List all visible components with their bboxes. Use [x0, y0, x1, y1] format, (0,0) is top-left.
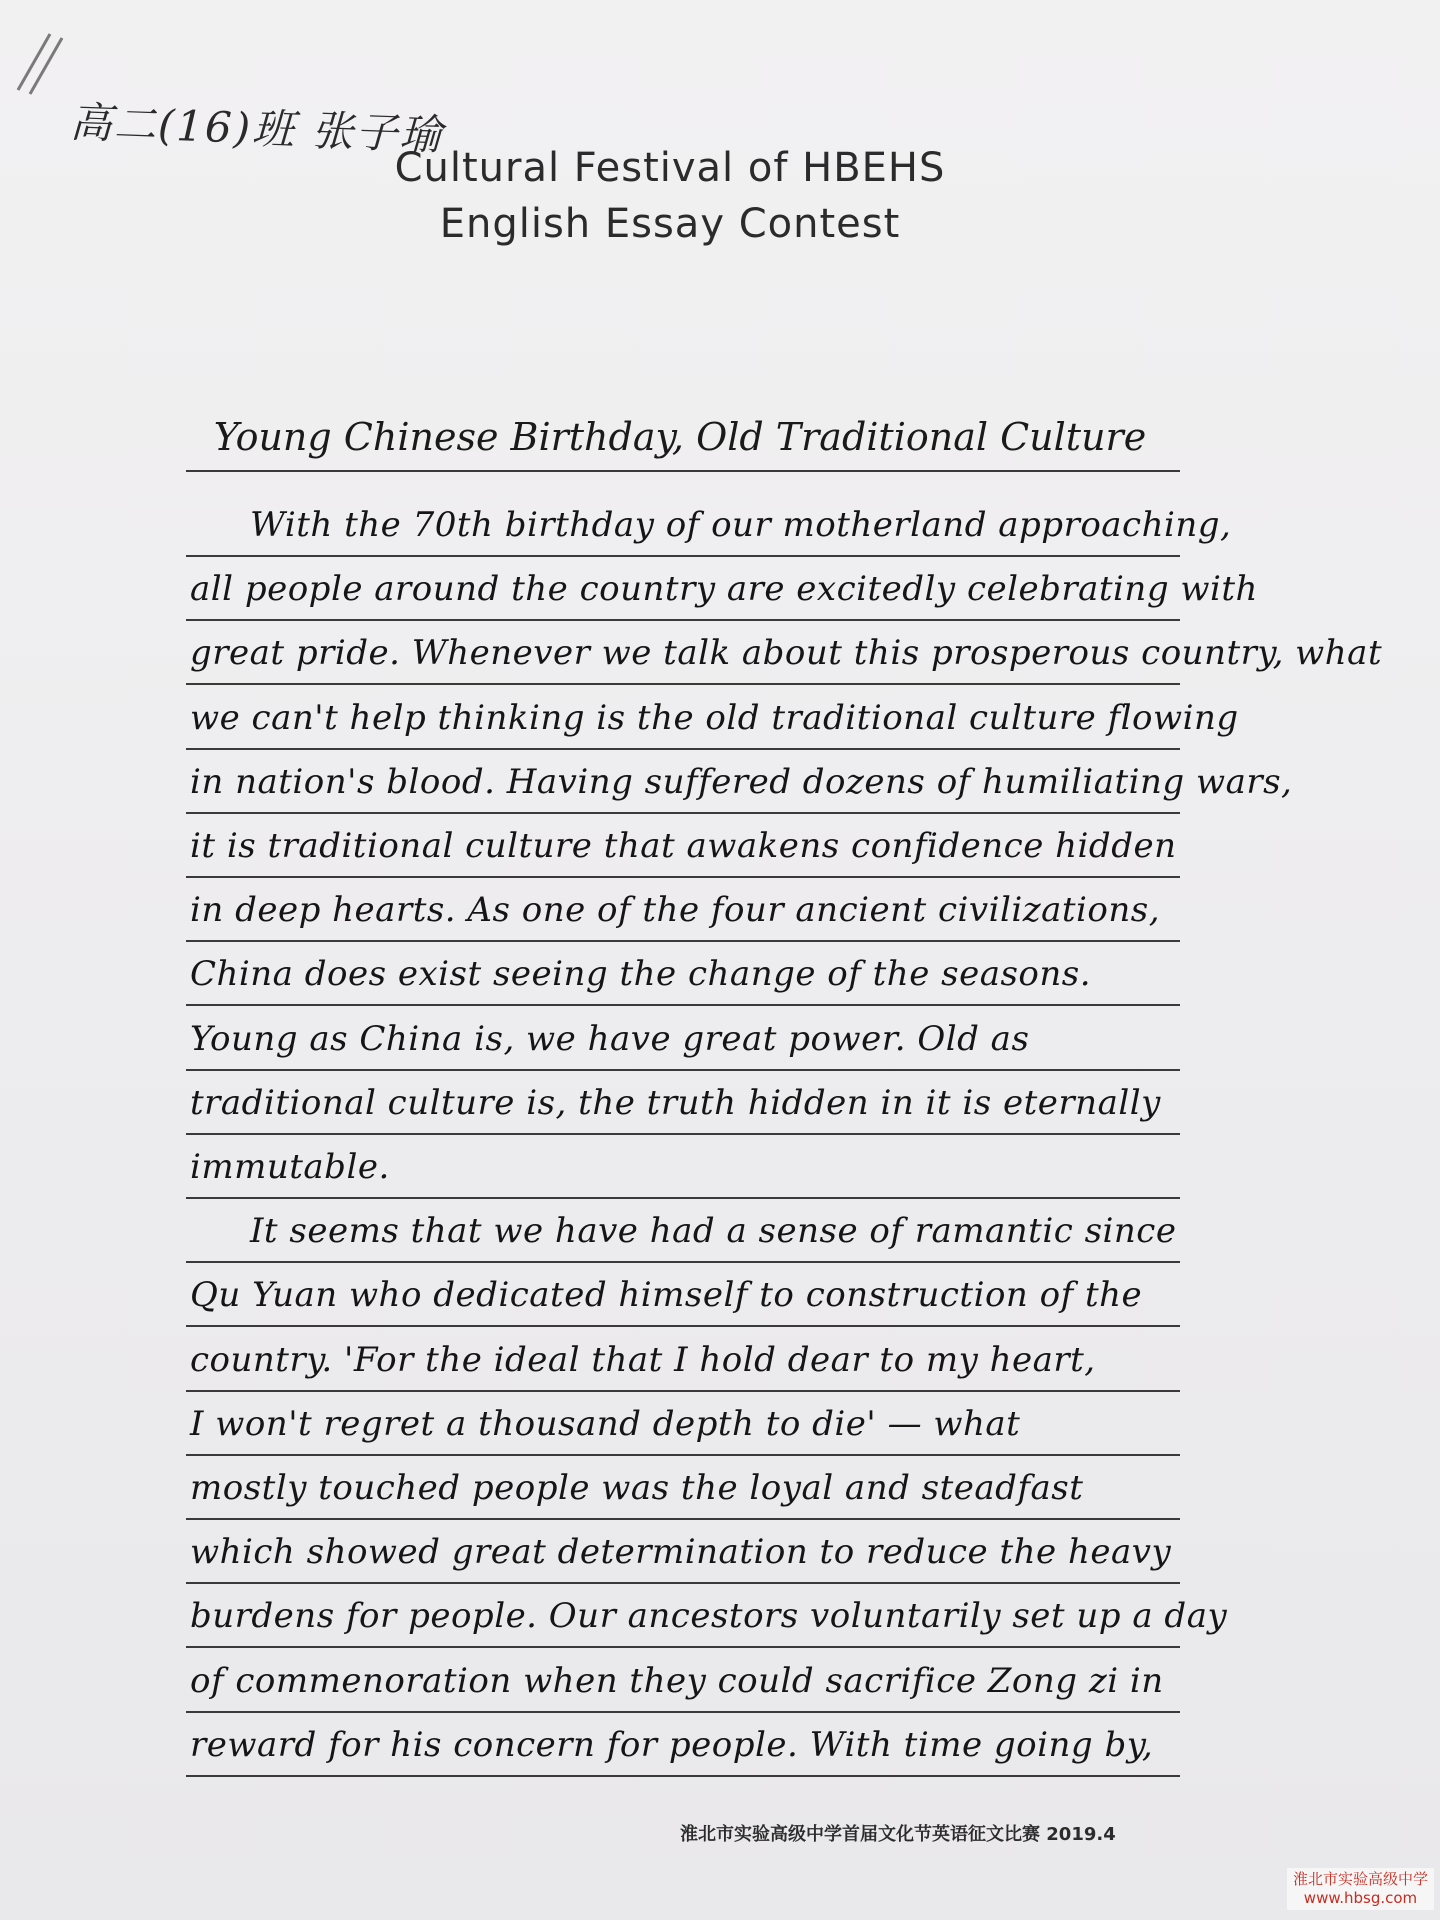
ruled-line	[186, 1711, 1180, 1713]
title-line-2: English Essay Contest	[439, 201, 901, 247]
ruled-line	[186, 1133, 1180, 1135]
ruled-line	[186, 1004, 1180, 1006]
essay-line: It seems that we have had a sense of ramantic since	[250, 1211, 1177, 1252]
ruled-line	[186, 1454, 1180, 1456]
contest-footer: 淮北市实验高级中学首届文化节英语征文比赛 2019.4	[680, 1824, 1116, 1845]
ruled-line	[186, 619, 1180, 621]
essay-line: With the 70th birthday of our motherland approaching,	[250, 505, 1232, 545]
essay-line: burdens for people. Our ancestors voluntarily set up a day	[190, 1596, 1228, 1637]
ruled-line	[186, 683, 1180, 685]
essay-line: China does exist seeing the change of the seasons.	[190, 954, 1092, 995]
ruled-line	[186, 1197, 1180, 1199]
watermark-school: 淮北市实验高级中学	[1292, 1870, 1428, 1888]
essay-line: I won't regret a thousand depth to die' — what	[190, 1403, 1021, 1444]
ruled-line	[186, 1261, 1180, 1263]
ruled-line	[186, 748, 1180, 750]
ruled-line	[186, 1069, 1180, 1071]
essay-line: traditional culture is, the truth hidden in it is eternally	[190, 1082, 1161, 1123]
essay-line: in deep hearts. As one of the four ancient civilizations,	[190, 890, 1161, 931]
essay-line: immutable.	[190, 1147, 390, 1187]
ruled-line	[186, 876, 1180, 878]
ruled-line	[186, 1390, 1180, 1392]
ruled-line	[186, 940, 1180, 942]
essay-line: reward for his concern for people. With time going by,	[190, 1724, 1154, 1765]
essay-line: we can't help thinking is the old traditional culture flowing	[190, 697, 1239, 738]
watermark-url: www.hbsg.com	[1303, 1889, 1418, 1907]
ruled-line	[186, 555, 1180, 557]
student-name-note: 高二(16)班 张子瑜	[69, 97, 445, 160]
ruled-line	[186, 470, 1180, 472]
essay-line: great pride. Whenever we talk about this prosperous country, what	[190, 633, 1383, 674]
essay-line: which showed great determination to reduce the heavy	[190, 1532, 1172, 1573]
essay-line: mostly touched people was the loyal and steadfast	[190, 1468, 1084, 1508]
ruled-line	[186, 1582, 1180, 1584]
essay-line: country. 'For the ideal that I hold dear to my heart,	[190, 1339, 1096, 1380]
ruled-line	[186, 1646, 1180, 1648]
site-watermark	[1287, 1868, 1434, 1910]
essay-title: Young Chinese Birthday, Old Traditional Culture	[213, 415, 1147, 459]
corner-pencil-mark	[10, 28, 70, 98]
essay-line: Young as China is, we have great power. Old as	[190, 1018, 1030, 1059]
essay-line: in nation's blood. Having suffered dozens of humiliating wars,	[190, 761, 1293, 802]
ruled-line	[186, 1775, 1180, 1777]
contest-title	[0, 140, 1300, 252]
ruled-line	[186, 1325, 1180, 1327]
title-line-1: Cultural Festival of HBEHS	[394, 145, 946, 191]
essay-line: of commenoration when they could sacrifice Zong zi in	[190, 1660, 1164, 1701]
essay-line: it is traditional culture that awakens confidence hidden	[190, 826, 1177, 866]
ruled-line	[186, 812, 1180, 814]
essay-line: all people around the country are excitedly celebrating with	[190, 569, 1258, 610]
essay-line: Qu Yuan who dedicated himself to construction of the	[190, 1275, 1143, 1316]
ruled-line	[186, 1518, 1180, 1520]
